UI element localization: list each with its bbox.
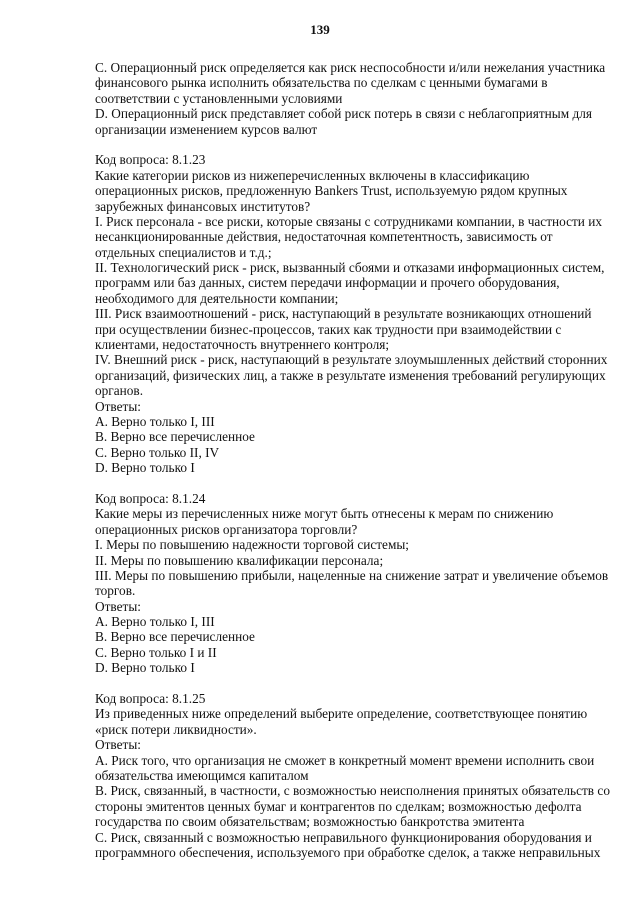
answer-line: программного обеспечения, используемого при обработке сделок, а также неправильных [95, 844, 601, 860]
item-line: отдельных специалистов и т.д.; [95, 244, 272, 260]
item-line: клиентами, недостаточность внутреннего контроля; [95, 337, 390, 353]
answer-line: обязательства имеющимся капиталом [95, 767, 309, 783]
question-text-line: зарубежных финансовых институтов? [95, 198, 311, 214]
answer-line: государства по своим обязательствам; возможностью банкротства эмитента [95, 814, 525, 830]
question-8-1-24 [95, 490, 609, 676]
text-line: соответствии с установленными условиями [95, 90, 343, 106]
answer-line: B. Риск, связанный, в частности, с возможностью неисполнения принятых обязательств со [95, 783, 610, 799]
item-line: I. Меры по повышению надежности торговой системы; [95, 537, 410, 553]
question-text-line: Из приведенных ниже определений выберите определение, соответствующее понятию [95, 706, 588, 722]
item-line: II. Меры по повышению квалификации персонала; [95, 552, 384, 568]
item-line: при осуществлении бизнес-процессов, таких как трудности при взаимодействии с [95, 321, 562, 337]
answer-line: A. Риск того, что организация не сможет в конкретный момент времени исполнить свои [95, 752, 595, 768]
item-line: программ или баз данных, систем передачи информации и прочего оборудования, [95, 275, 560, 291]
item-line: организаций, физических лиц, а также в результате изменения требований регулирующих [95, 367, 606, 383]
item-line: I. Риск персонала - все риски, которые связаны с сотрудниками компании, в частности их [95, 213, 603, 229]
intro-block [95, 60, 606, 137]
answer-line: C. Риск, связанный с возможностью неправильного функционирования оборудования и [95, 829, 592, 845]
item-line: III. Меры по повышению прибыли, нацеленные на снижение затрат и увеличение объемов [95, 567, 609, 583]
question-8-1-25 [95, 691, 610, 860]
question-code: Код вопроса: 8.1.24 [95, 490, 206, 506]
item-line: III. Риск взаимоотношений - риск, наступающий в результате возникающих отношений [95, 306, 592, 322]
spacer [95, 476, 595, 491]
question-8-1-23 [95, 152, 608, 476]
answers-label: Ответы: [95, 398, 141, 414]
answer-option-c: C. Верно только II, IV [95, 444, 220, 460]
spacer [95, 676, 595, 691]
answer-option-a: A. Верно только I, III [95, 614, 215, 630]
question-code: Код вопроса: 8.1.23 [95, 152, 206, 168]
item-line: II. Технологический риск - риск, вызванный сбоями и отказами информационных систем, [95, 260, 605, 276]
answers-label: Ответы: [95, 598, 141, 614]
item-line: органов. [95, 383, 144, 399]
question-text-line: операционных рисков организатора торговли? [95, 521, 358, 537]
answer-option-b: B. Верно все перечисленное [95, 629, 255, 645]
answer-option-d: D. Верно только I [95, 660, 195, 676]
item-line: торгов. [95, 583, 136, 599]
page-content [95, 60, 610, 860]
question-text-line: операционных рисков, предложенную Bankers Trust, используемую рядом крупных [95, 183, 568, 199]
answer-option-b: B. Верно все перечисленное [95, 429, 255, 445]
question-text-line: «риск потери ликвидности». [95, 721, 257, 737]
item-line: необходимого для деятельности компании; [95, 290, 339, 306]
text-line: C. Операционный риск определяется как риск неспособности и/или нежелания участника [95, 60, 606, 75]
question-text-line: Какие категории рисков из нижеперечисленных включены в классификацию [95, 167, 530, 183]
text-line: организации изменением курсов валют [95, 121, 318, 137]
answers-label: Ответы: [95, 737, 141, 753]
spacer [95, 137, 595, 152]
answer-option-a: A. Верно только I, III [95, 413, 215, 429]
answer-option-c: C. Верно только I и II [95, 644, 217, 660]
answer-option-d: D. Верно только I [95, 460, 195, 476]
item-line: IV. Внешний риск - риск, наступающий в результате злоумышленных действий сторонних [95, 352, 608, 368]
question-code: Код вопроса: 8.1.25 [95, 691, 206, 707]
item-line: несанкционированные действия, недостаточная компетентность, зависимость от [95, 229, 553, 245]
text-line: D. Операционный риск представляет собой риск потерь в связи с неблагоприятным для [95, 106, 592, 122]
text-line: финансового рынка исполнить обязательства по сделкам с ценными бумагами в [95, 75, 548, 91]
question-text-line: Какие меры из перечисленных ниже могут быть отнесены к мерам по снижению [95, 506, 554, 522]
answer-line: стороны эмитентов ценных бумаг и контрагентов по сделкам; возможностью дефолта [95, 798, 582, 814]
page-number: 139 [310, 22, 330, 37]
